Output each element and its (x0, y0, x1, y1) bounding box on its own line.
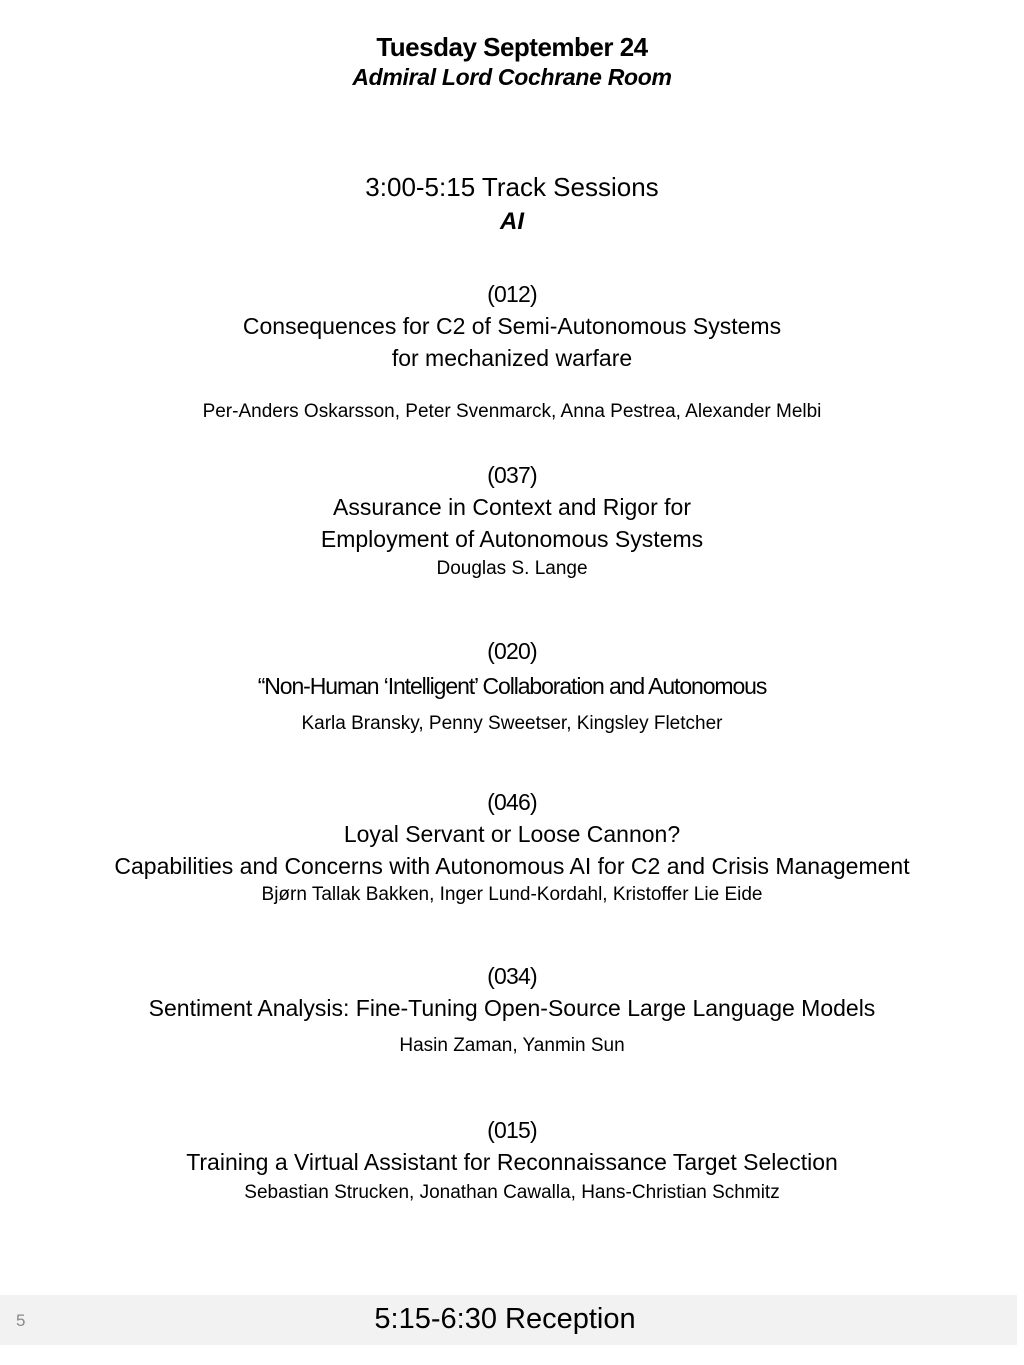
paper-title-line: Sentiment Analysis: Fine-Tuning Open-Source Large Language Models (148, 995, 876, 1021)
paper-title-line: Employment of Autonomous Systems (320, 526, 704, 552)
paper-title-line: Consequences for C2 of Semi-Autonomous Systems (242, 313, 782, 339)
paper-code: (012) (487, 281, 537, 307)
session-time: 3:00-5:15 Track Sessions (365, 172, 659, 202)
paper-code: (046) (487, 789, 537, 815)
paper-title-line: Assurance in Context and Rigor for (333, 494, 691, 520)
paper-code: (020) (487, 638, 537, 664)
paper-title-line: Training a Virtual Assistant for Reconnaissance Target Selection (186, 1149, 838, 1175)
track-name: AI (500, 208, 524, 235)
room-title: Admiral Lord Cochrane Room (352, 64, 672, 90)
paper-authors: Per-Anders Oskarsson, Peter Svenmarck, Anna Pestrea, Alexander Melbi (202, 401, 822, 422)
paper-code: (034) (487, 963, 537, 989)
paper-authors: Karla Bransky, Penny Sweetser, Kingsley Fletcher (301, 713, 723, 734)
paper-authors: Sebastian Strucken, Jonathan Cawalla, Hans-Christian Schmitz (244, 1182, 780, 1203)
page-number: 5 (16, 1311, 26, 1330)
paper-code: (037) (487, 462, 537, 488)
paper-code: (015) (487, 1117, 537, 1143)
paper-title-line: Loyal Servant or Loose Cannon? (343, 821, 681, 847)
paper-title-line: for mechanized warfare (391, 345, 633, 371)
paper-title-line: “Non-Human ‘Intelligent’ Collaboration and Autonomous (257, 673, 767, 699)
paper-title-line: Capabilities and Concerns with Autonomous AI for C2 and Crisis Management (114, 853, 910, 879)
day-title: Tuesday September 24 (376, 32, 648, 62)
paper-authors: Bjørn Tallak Bakken, Inger Lund-Kordahl, Kristoffer Lie Eide (261, 884, 763, 905)
paper-authors: Hasin Zaman, Yanmin Sun (399, 1035, 625, 1056)
reception-label: 5:15-6:30 Reception (374, 1303, 636, 1335)
paper-authors: Douglas S. Lange (436, 558, 588, 579)
